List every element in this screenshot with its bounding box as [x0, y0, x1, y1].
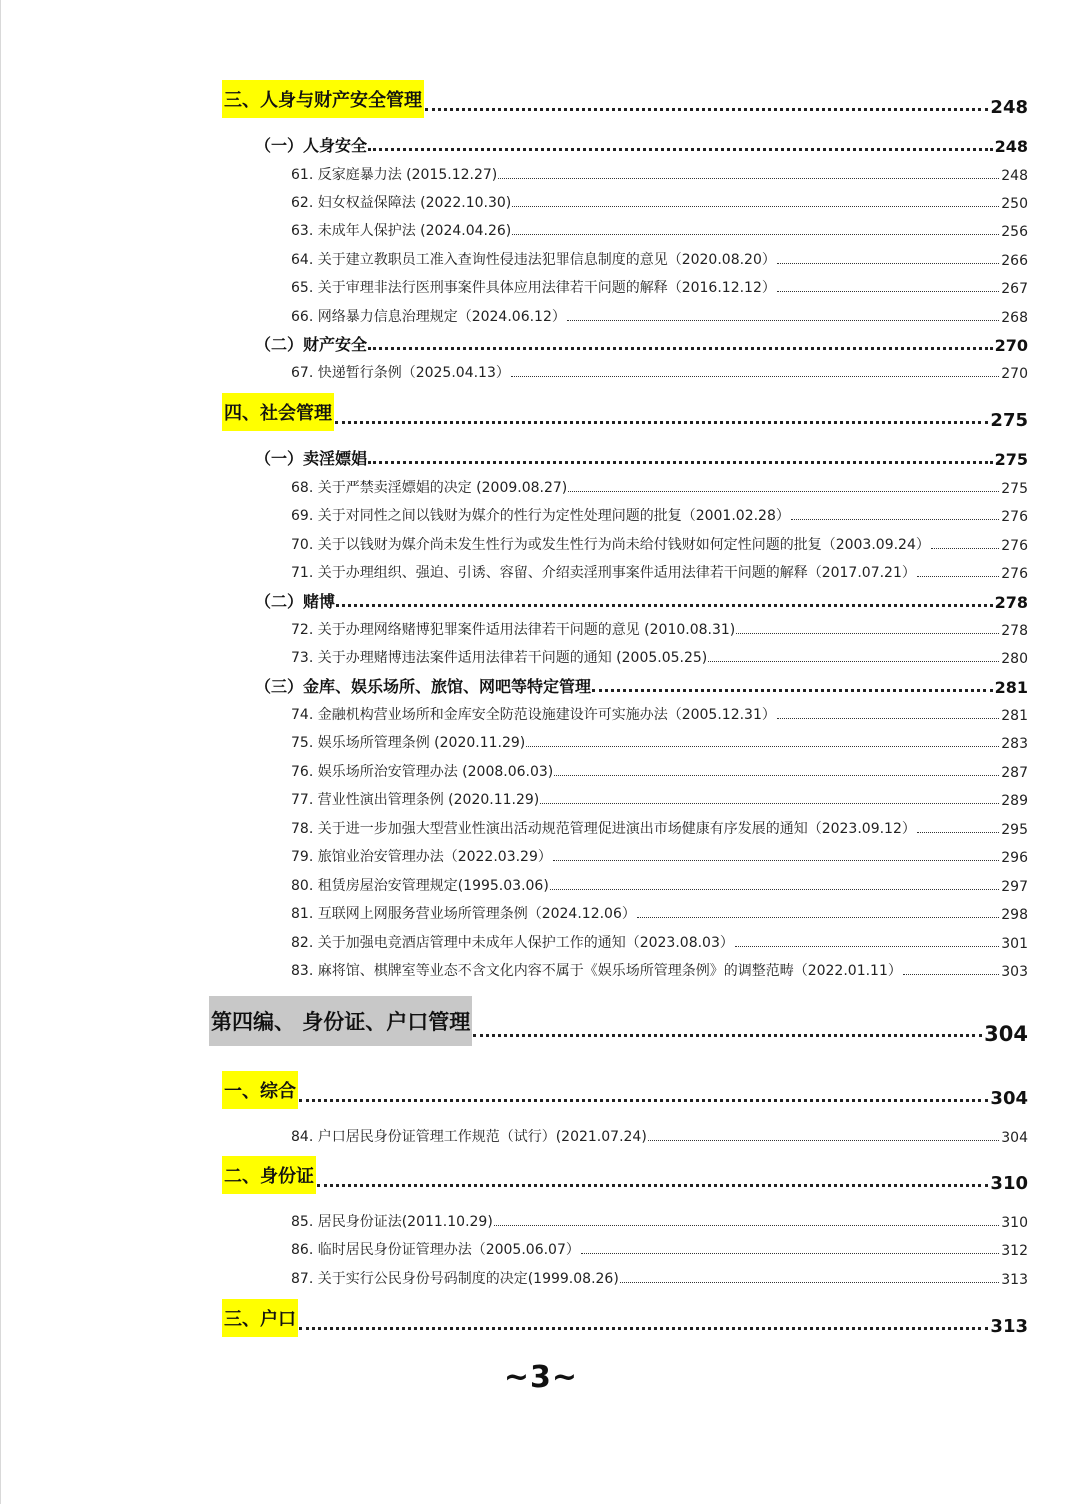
toc-title: 65. 关于审理非法行医刑事案件具体应用法律若干问题的解释（2016.12.12）	[291, 280, 776, 296]
toc-title: 66. 网络暴力信息治理规定（2024.06.12）	[291, 309, 566, 325]
toc-item[interactable]	[291, 647, 1028, 667]
leader-dots	[931, 548, 999, 549]
toc-title: 86. 临时居民身份证管理办法（2005.06.07）	[291, 1242, 580, 1258]
toc-title: 62. 妇女权益保障法 (2022.10.30)	[291, 195, 512, 211]
toc-item[interactable]	[291, 846, 1028, 866]
toc-page-number: 275	[990, 410, 1028, 431]
toc-title: 三、人身与财产安全管理	[222, 80, 424, 118]
leader-dots	[568, 491, 999, 492]
toc-page-number: 278	[1001, 623, 1028, 639]
toc-title: 82. 关于加强电竞酒店管理中未成年人保护工作的通知（2023.08.03）	[291, 935, 734, 951]
toc-section[interactable]	[255, 447, 1028, 469]
toc-title: 71. 关于办理组织、强迫、引诱、容留、介绍卖淫刑事案件适用法律若干问题的解释（2017.07.21）	[291, 565, 916, 581]
toc-item[interactable]	[291, 875, 1028, 895]
leader-dots	[368, 148, 993, 151]
toc-title: 84. 户口居民身份证管理工作规范（试行）(2021.07.24)	[291, 1129, 647, 1145]
leader-dots	[620, 1282, 999, 1283]
leader-dots	[511, 376, 999, 377]
toc-item[interactable]	[291, 1126, 1028, 1146]
toc-title: 三、户口	[222, 1299, 298, 1337]
leader-dots	[299, 1099, 988, 1102]
toc-item[interactable]	[291, 477, 1028, 497]
toc-page-number: 276	[1001, 538, 1028, 554]
toc-page-number: 280	[1001, 651, 1028, 667]
toc-title: （三）金库、娱乐场所、旅馆、网吧等特定管理	[255, 677, 592, 696]
toc-section[interactable]	[255, 590, 1028, 612]
toc-item[interactable]	[291, 761, 1028, 781]
leader-dots	[473, 1034, 982, 1037]
toc-page-number: 266	[1001, 253, 1028, 269]
toc-title: 67. 快递暂行条例（2025.04.13）	[291, 365, 510, 381]
toc-chapter[interactable]	[222, 1160, 1028, 1194]
toc-section[interactable]	[255, 134, 1028, 156]
toc-page-number: 304	[984, 1022, 1028, 1046]
toc-page-number: 248	[990, 97, 1028, 118]
leader-dots	[735, 946, 999, 947]
toc-title: 63. 未成年人保护法 (2024.04.26)	[291, 223, 512, 239]
toc-title: 81. 互联网上网服务营业场所管理条例（2024.12.06）	[291, 906, 636, 922]
toc-page-number: 310	[990, 1173, 1028, 1194]
toc-title: 第四编、 身份证、户口管理	[209, 996, 472, 1046]
toc-title: （一）卖淫嫖娼	[255, 449, 368, 468]
toc-page-number: 250	[1001, 196, 1028, 212]
leader-dots	[777, 718, 999, 719]
toc-item[interactable]	[291, 704, 1028, 724]
toc-page-number: 297	[1001, 879, 1028, 895]
toc-section[interactable]	[255, 675, 1028, 697]
toc-title: 73. 关于办理赌博违法案件适用法律若干问题的通知 (2005.05.25)	[291, 650, 708, 666]
toc-item[interactable]	[291, 619, 1028, 639]
leader-dots	[917, 576, 999, 577]
toc-page-number: 312	[1001, 1243, 1028, 1259]
toc-page-number: 298	[1001, 907, 1028, 923]
leader-dots	[917, 832, 999, 833]
toc-page-number: 268	[1001, 310, 1028, 326]
toc-title: 83. 麻将馆、棋牌室等业态不含文化内容不属于《娱乐场所管理条例》的调整范畴（2022.01.11）	[291, 963, 902, 979]
leader-dots	[777, 291, 999, 292]
toc-item[interactable]	[291, 818, 1028, 838]
toc-item[interactable]	[291, 505, 1028, 525]
toc-page-number: 248	[1001, 168, 1028, 184]
toc-page-number: 278	[994, 593, 1028, 612]
toc-page-number: 313	[1001, 1272, 1028, 1288]
leader-dots	[540, 803, 999, 804]
toc-section[interactable]	[255, 333, 1028, 355]
toc-title: 64. 关于建立教职员工准入查询性侵违法犯罪信息制度的意见（2020.08.20）	[291, 252, 776, 268]
toc-page-number: 289	[1001, 793, 1028, 809]
toc-page-number: 256	[1001, 224, 1028, 240]
toc-item[interactable]	[291, 220, 1028, 240]
leader-dots	[736, 633, 999, 634]
leader-dots	[299, 1327, 988, 1330]
toc-chapter[interactable]	[222, 1303, 1028, 1337]
toc-page-number: 248	[994, 137, 1028, 156]
leader-dots	[791, 519, 999, 520]
toc-page-number: 276	[1001, 566, 1028, 582]
toc-item[interactable]	[291, 1211, 1028, 1231]
toc-item[interactable]	[291, 164, 1028, 184]
leader-dots	[498, 178, 999, 179]
leader-dots	[567, 320, 999, 321]
toc-title: 79. 旅馆业治安管理办法（2022.03.29）	[291, 849, 552, 865]
toc-page-number: 270	[1001, 366, 1028, 382]
toc-title: （二）财产安全	[255, 335, 368, 354]
toc-part[interactable]	[209, 1000, 1028, 1046]
leader-dots	[526, 746, 999, 747]
toc-page-number: 275	[994, 450, 1028, 469]
leader-dots	[903, 974, 999, 975]
leader-dots	[550, 889, 999, 890]
toc-page-number: 276	[1001, 509, 1028, 525]
leader-dots	[425, 108, 988, 111]
toc-title: 68. 关于严禁卖淫嫖娼的决定 (2009.08.27)	[291, 480, 568, 496]
toc-chapter[interactable]	[222, 84, 1028, 118]
toc-page-number: 296	[1001, 850, 1028, 866]
leader-dots	[512, 234, 999, 235]
leader-dots	[512, 206, 999, 207]
toc-item[interactable]	[291, 534, 1028, 554]
toc-page-number: 287	[1001, 765, 1028, 781]
toc-item[interactable]	[291, 192, 1028, 212]
toc-item[interactable]	[291, 903, 1028, 923]
toc-item[interactable]	[291, 1239, 1028, 1259]
toc-title: 一、综合	[222, 1071, 298, 1109]
toc-item[interactable]	[291, 362, 1028, 382]
toc-page-number: 283	[1001, 736, 1028, 752]
toc-title: 二、身份证	[222, 1156, 316, 1194]
leader-dots	[637, 917, 999, 918]
toc-item[interactable]	[291, 732, 1028, 752]
toc-item[interactable]	[291, 249, 1028, 269]
toc-title: 80. 租赁房屋治安管理规定(1995.03.06)	[291, 878, 549, 894]
toc-page-number: 310	[1001, 1215, 1028, 1231]
toc-title: 78. 关于进一步加强大型营业性演出活动规范管理促进演出市场健康有序发展的通知（2023.09.12）	[291, 821, 916, 837]
leader-dots	[592, 689, 993, 692]
leader-dots	[335, 421, 988, 424]
leader-dots	[336, 604, 993, 607]
toc-chapter[interactable]	[222, 1075, 1028, 1109]
leader-dots	[581, 1253, 999, 1254]
toc-page-number: 270	[994, 336, 1028, 355]
toc-page-number: 281	[1001, 708, 1028, 724]
page-number-footer: ~3~	[503, 1360, 579, 1395]
toc-item[interactable]	[291, 277, 1028, 297]
leader-dots	[494, 1225, 999, 1226]
toc-title: 75. 娱乐场所管理条例 (2020.11.29)	[291, 735, 526, 751]
toc-page-number: 267	[1001, 281, 1028, 297]
leader-dots	[777, 263, 999, 264]
toc-title: 77. 营业性演出管理条例 (2020.11.29)	[291, 792, 540, 808]
leader-dots	[553, 860, 999, 861]
toc-page-number: 313	[990, 1316, 1028, 1337]
toc-item[interactable]	[291, 960, 1028, 980]
toc-page-number: 275	[1001, 481, 1028, 497]
toc-page-number: 295	[1001, 822, 1028, 838]
leader-dots	[648, 1140, 999, 1141]
toc-page-number: 281	[994, 678, 1028, 697]
toc-title: 61. 反家庭暴力法 (2015.12.27)	[291, 167, 498, 183]
toc-page-number: 301	[1001, 936, 1028, 952]
toc-title: （一）人身安全	[255, 136, 368, 155]
toc-title: 四、社会管理	[222, 393, 334, 431]
toc-title: 76. 娱乐场所治安管理办法 (2008.06.03)	[291, 764, 554, 780]
toc-title: 72. 关于办理网络赌博犯罪案件适用法律若干问题的意见 (2010.08.31)	[291, 622, 736, 638]
leader-dots	[554, 775, 999, 776]
toc-title: 85. 居民身份证法(2011.10.29)	[291, 1214, 493, 1230]
toc-item[interactable]	[291, 789, 1028, 809]
toc-title: 74. 金融机构营业场所和金库安全防范设施建设许可实施办法（2005.12.31）	[291, 707, 776, 723]
toc-page-number: 303	[1001, 964, 1028, 980]
toc-title: 70. 关于以钱财为媒介尚未发生性行为或发生性行为尚未给付钱财如何定性问题的批复（2003.09.24）	[291, 537, 930, 553]
toc-item[interactable]	[291, 1268, 1028, 1288]
toc-title: （二）赌博	[255, 592, 336, 611]
toc-chapter[interactable]	[222, 397, 1028, 431]
toc-title: 87. 关于实行公民身份号码制度的决定(1999.08.26)	[291, 1271, 619, 1287]
toc-page-number: 304	[990, 1088, 1028, 1109]
leader-dots	[368, 461, 993, 464]
leader-dots	[317, 1184, 988, 1187]
leader-dots	[708, 661, 999, 662]
toc-item[interactable]	[291, 932, 1028, 952]
toc-page-number: 304	[1001, 1130, 1028, 1146]
toc-title: 69. 关于对同性之间以钱财为媒介的性行为定性处理问题的批复（2001.02.28）	[291, 508, 790, 524]
leader-dots	[368, 347, 993, 350]
toc-item[interactable]	[291, 562, 1028, 582]
toc-item[interactable]	[291, 306, 1028, 326]
